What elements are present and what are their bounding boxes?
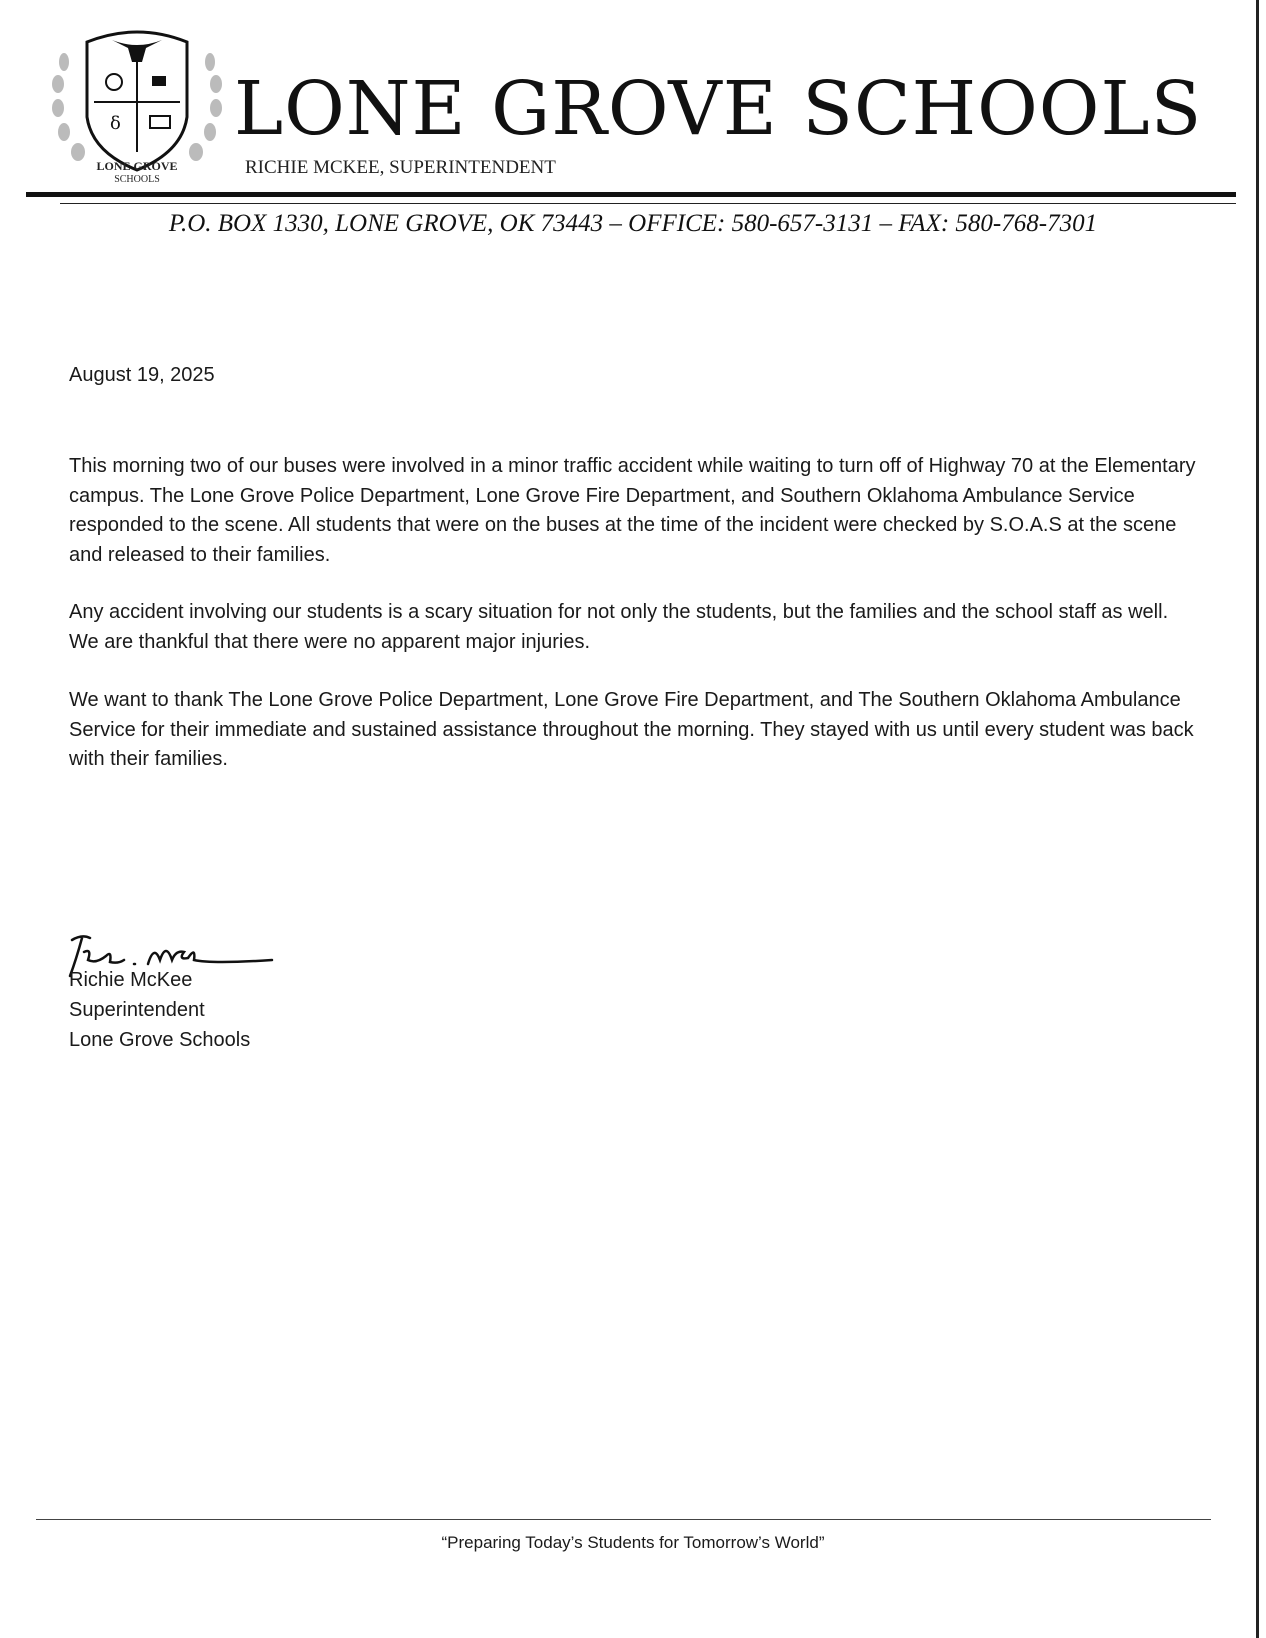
- address-line: P.O. BOX 1330, LONE GROVE, OK 73443 – OFFICE: 580-657-3131 – FAX: 580-768-7301: [168, 210, 1098, 237]
- letter-date: August 19, 2025: [69, 364, 215, 386]
- svg-text:δ: δ: [110, 113, 121, 134]
- header-rule: [26, 192, 1236, 197]
- signer-title: Superintendent: [69, 999, 205, 1021]
- org-name: LONE GROVE SCHOOLS: [234, 66, 1203, 152]
- paragraph-3: We want to thank The Lone Grove Police Department, Lone Grove Fire Department, and The Southern Oklahoma Ambulance Service for their immediate and sustained assistance throughout the morning. They stayed with us until every student was back with their families.: [69, 689, 1194, 770]
- footer-rule: [36, 1519, 1211, 1520]
- paragraph-1: This morning two of our buses were involved in a minor traffic accident while waiting to turn off of Highway 70 at the Elementary campus. The Lone Grove Police Department, Lone Grove Fire Department, and Southern Oklahoma Ambulance Service responded to the scene. All students that were on the buses at the time of the incident were checked by S.O.A.S at the scene and released to their families.: [69, 455, 1196, 566]
- svg-text:LONE GROVE: LONE GROVE: [96, 159, 178, 173]
- signer-name: Richie McKee: [69, 969, 193, 991]
- school-crest-logo: [42, 22, 232, 192]
- svg-text:SCHOOLS: SCHOOLS: [114, 174, 160, 185]
- page-edge: [1256, 0, 1259, 1638]
- signer-org: Lone Grove Schools: [69, 1029, 251, 1051]
- paragraph-2: Any accident involving our students is a scary situation for not only the students, but the families and the school staff as well. We are thankful that there were no apparent major injuries.: [69, 601, 1169, 653]
- header-rule-thin: [60, 203, 1236, 204]
- footer-motto: “Preparing Today’s Students for Tomorrow’s World”: [441, 1533, 825, 1552]
- superintendent-line: RICHIE MCKEE, SUPERINTENDENT: [245, 157, 556, 178]
